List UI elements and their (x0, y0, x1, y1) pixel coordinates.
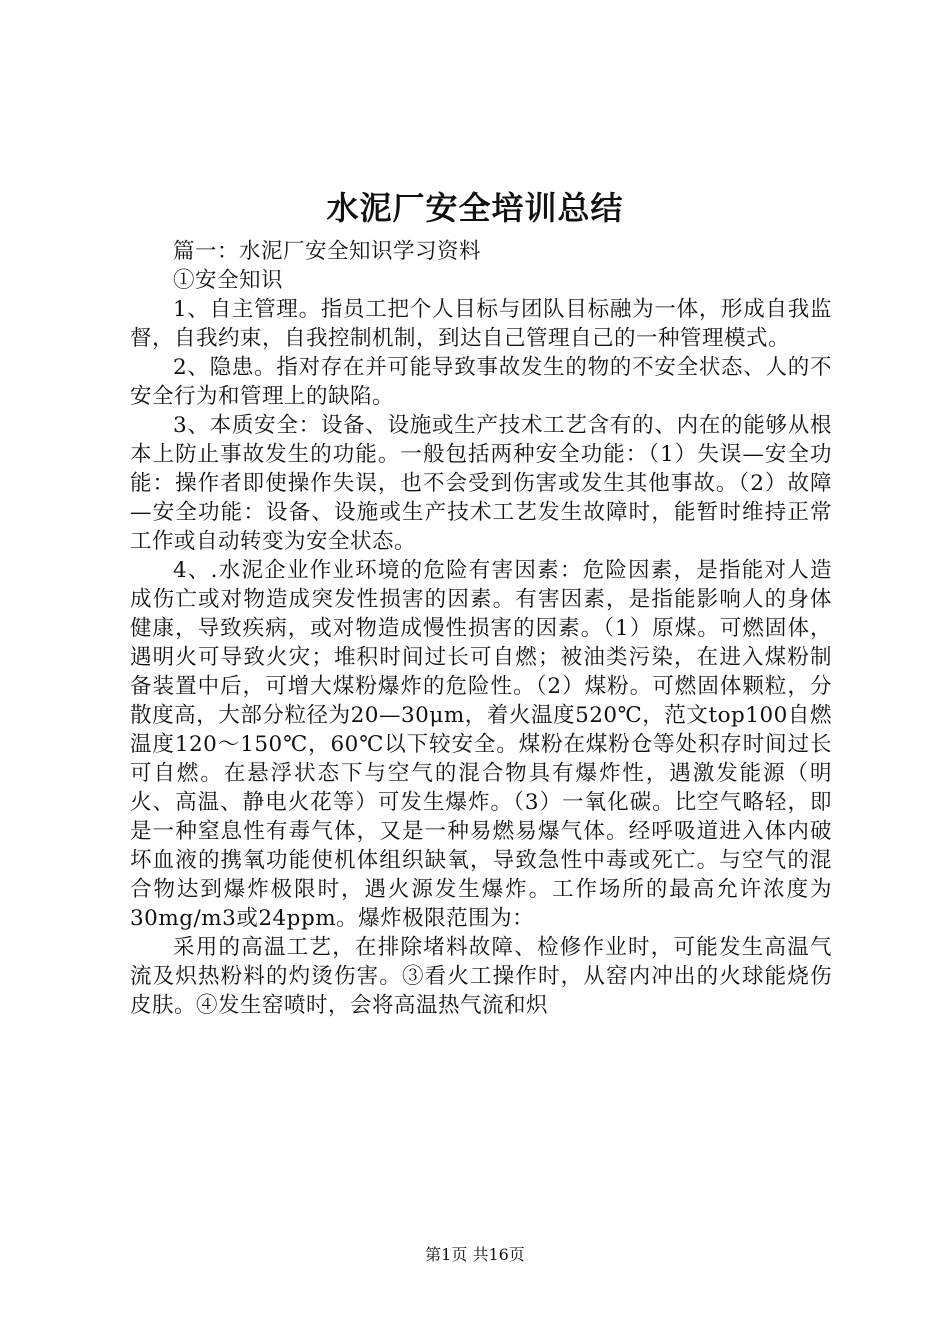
paragraph-self-management: 1、自主管理。指员工把个人目标与团队目标融为一体，形成自我监督，自我约束，自我控制机制，到达自己管理自己的一种管理模式。 (130, 297, 832, 351)
page-footer: 第1页 共16页 (425, 1245, 525, 1264)
document-title: 水泥厂安全培训总结 (326, 189, 624, 227)
paragraph-high-temperature: 采用的高温工艺，在排除堵料故障、检修作业时，可能发生高温气流及炽热粉料的灼烫伤害。③看火工操作时，从窑内冲出的火球能烧伤皮肤。④发生窑喷时，会将高温热气流和炽 (130, 935, 832, 1018)
document-subtitle: 篇一：水泥厂安全知识学习资料 (173, 239, 482, 264)
paragraph-hazard-factors: 4、.水泥企业作业环境的危险有害因素：危险因素，是指能对人造成伤亡或对物造成突发性损害的因素。有害因素，是指能影响人的身体健康，导致疾病，或对物造成慢性损害的因素。（1）原煤。可燃固体，遇明火可导致火灾；堆积时间过长可自燃；被油类污染，在进入煤粉制备装置中后，可增大煤粉爆炸的危险性。（2）煤粉。可燃固体颗粒，分散度高，大部分粒径为20—30μm，着火温度520℃，范文top100自燃温度120～150℃，60℃以下较安全。煤粉在煤粉仓等处积存时间过长可自燃。在悬浮状态下与空气的混合物具有爆炸性，遇激发能源（明火、高温、静电火花等）可发生爆炸。（3）一氧化碳。比空气略轻，即是一种窒息性有毒气体，又是一种易燃易爆气体。经呼吸道进入体内破坏血液的携氧功能使机体组织缺氧，导致急性中毒或死亡。与空气的混合物达到爆炸极限时，遇火源发生爆炸。工作场所的最高允许浓度为30mg/m3或24ppm。爆炸极限范围为： (130, 558, 832, 931)
document-body (130, 237, 832, 1020)
section-heading: ①安全知识 (173, 268, 284, 293)
paragraph-hidden-danger: 2、隐患。指对存在并可能导致事故发生的物的不安全状态、人的不安全行为和管理上的缺陷。 (130, 355, 832, 409)
paragraph-intrinsic-safety: 3、本质安全：设备、设施或生产技术工艺含有的、内在的能够从根本上防止事故发生的功能。一般包括两种安全功能：（1）失误—安全功能：操作者即使操作失误，也不会受到伤害或发生其他事故。（2）故障—安全功能：设备、设施或生产技术工艺发生故障时，能暂时维持正常工作或自动转变为安全状态。 (130, 413, 832, 554)
